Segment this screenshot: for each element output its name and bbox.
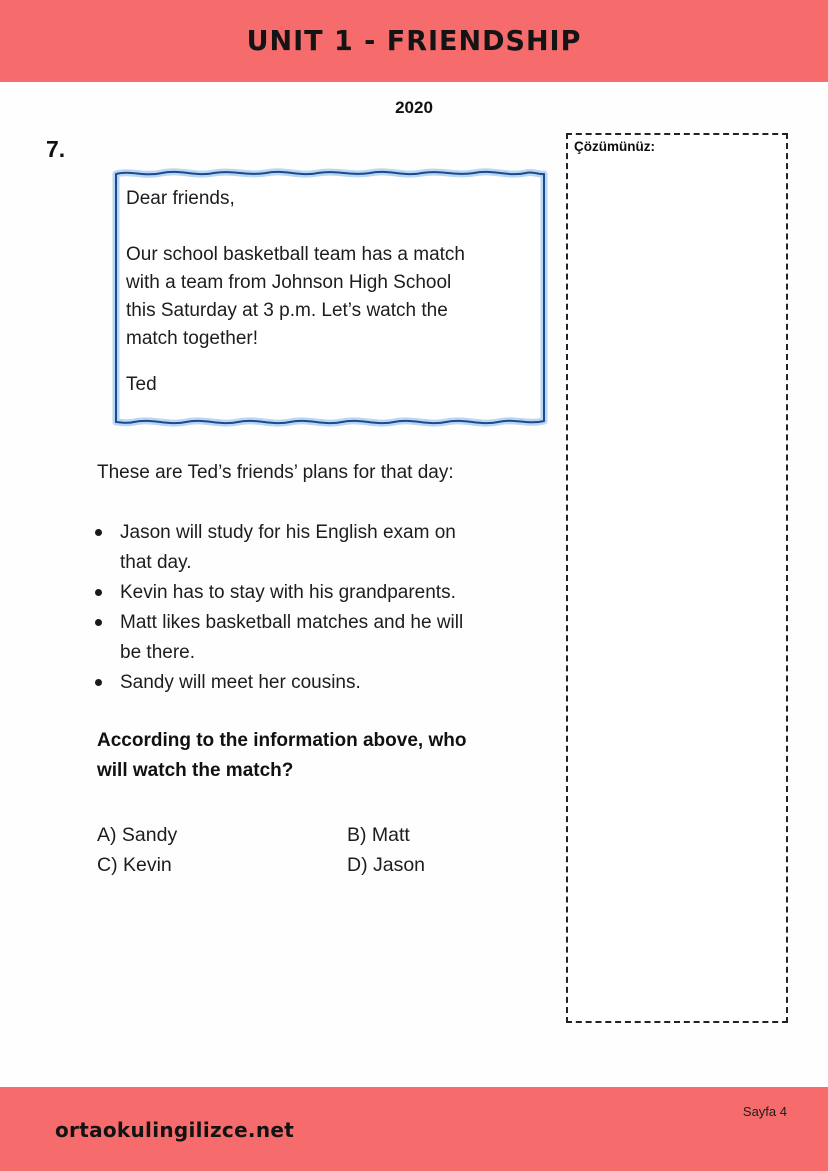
solution-box — [566, 133, 788, 1023]
site-name: ortaokulingilizce.net — [55, 1118, 295, 1142]
question-line: will watch the match? — [97, 760, 294, 781]
question-number: 7. — [46, 136, 66, 162]
letter-body-line: this Saturday at 3 p.m. Let’s watch the — [126, 300, 448, 321]
plan-line: that day. — [120, 552, 192, 573]
bullet-icon — [95, 578, 120, 608]
letter-body — [126, 241, 536, 353]
unit-title: UNIT 1 - FRIENDSHIP — [246, 25, 582, 57]
letter-body-line: Our school basketball team has a match — [126, 244, 466, 265]
plan-line: Sandy will meet her cousins. — [120, 672, 361, 693]
option-b: B) Matt — [347, 824, 410, 846]
answer-options — [97, 820, 425, 880]
year-label: 2020 — [395, 98, 433, 117]
plans-list — [95, 518, 565, 698]
letter-signature: Ted — [126, 374, 157, 395]
list-item — [95, 578, 565, 608]
plan-line: Matt likes basketball matches and he will — [120, 612, 464, 633]
letter-body-line: match together! — [126, 328, 259, 349]
option-a: A) Sandy — [97, 824, 178, 846]
option-d: D) Jason — [347, 854, 426, 876]
letter-text — [126, 185, 536, 399]
footer-banner — [0, 1087, 828, 1171]
option-c: C) Kevin — [97, 854, 172, 876]
plan-line: be there. — [120, 642, 195, 663]
question-line: According to the information above, who — [97, 730, 467, 751]
bullet-icon — [95, 518, 120, 578]
bullet-icon — [95, 668, 120, 698]
header-banner — [0, 0, 828, 82]
solution-box-label: Çözümünüz: — [574, 139, 655, 154]
letter-note — [112, 165, 548, 431]
list-item — [95, 518, 565, 578]
plan-line: Jason will study for his English exam on — [120, 522, 456, 543]
intro-line: These are Ted’s friends’ plans for that day: — [97, 462, 454, 483]
question-text — [97, 726, 466, 786]
plan-line: Kevin has to stay with his grandparents. — [120, 582, 456, 603]
bullet-icon — [95, 608, 120, 668]
page-number-label: Sayfa 4 — [742, 1104, 787, 1119]
letter-body-line: with a team from Johnson High School — [126, 272, 452, 293]
letter-salutation: Dear friends, — [126, 188, 235, 209]
list-item — [95, 668, 565, 698]
list-item — [95, 608, 565, 668]
